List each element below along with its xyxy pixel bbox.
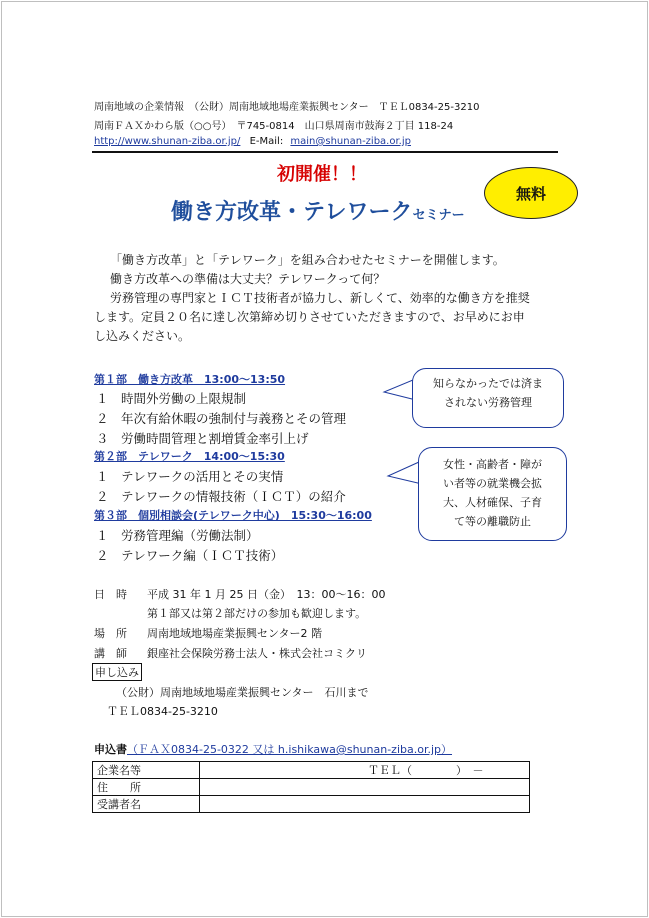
form-title: 申込書 (94, 743, 127, 756)
form-label-company: 企業名等 (93, 762, 200, 779)
bubble-2-line-2: い者等の就業機会拡 (443, 477, 542, 490)
bubble-2-line-1: 女性・高齢者・障が (443, 458, 542, 471)
form-label-attendee: 受講者名 (93, 796, 200, 813)
intro-line-1: 「働き方改革」と「テレワーク」を組み合わせたセミナーを開催します。 (110, 253, 505, 267)
email-label: E-Mail: (249, 136, 284, 147)
first-time-label: 初開催！！ (277, 164, 367, 185)
form-row-attendee (93, 796, 530, 813)
form-row-address (93, 779, 530, 796)
section-3-heading: 第３部 個別相談会(テレワーク中心) 15:30～16:00 (94, 509, 372, 522)
lecturer-value: 銀座社会保険労務士法人・株式会社コミクリ (147, 647, 367, 660)
section-2-heading: 第２部 テレワーク 14:00～15:30 (94, 450, 285, 463)
apply-contact: （公財）周南地域地場産業振興センター 石川まで (116, 686, 369, 699)
free-badge: 無料 (484, 167, 578, 219)
date-label: 日 時 (94, 588, 127, 601)
form-contact-link[interactable]: （ＦＡＸ0834-25-0322 又は h.ishikawa@shunan-ziba.or.jp） (127, 743, 453, 756)
website-link[interactable]: http://www.shunan-ziba.or.jp/ (94, 136, 241, 147)
section-3-item-1: １ 労務管理編（労働法制） (96, 528, 259, 543)
section-3-item-2: ２ テレワーク編（ＩＣＴ技術） (96, 548, 284, 563)
section-1-item-2: ２ 年次有給休暇の強制付与義務とその管理 (96, 411, 347, 426)
header-line-2: 周南ＦＡＸかわら版（○○号） 〒745-0814 山口県周南市鼓海２丁目 118-24 (94, 121, 454, 132)
form-row-company (93, 762, 530, 779)
speech-bubble-telework (418, 447, 567, 541)
seminar-title (171, 195, 465, 226)
speech-bubble-labor (412, 368, 564, 428)
section-2-item-2: ２ テレワークの情報技術（ＩＣＴ）の紹介 (96, 489, 346, 504)
lecturer-label: 講 師 (94, 647, 127, 660)
bubble-2-line-3: 大、人材確保、子育 (443, 496, 542, 509)
section-1-heading: 第１部 働き方改革 13:00～13:50 (94, 373, 286, 386)
date-value: 平成 31 年 1 月 25 日（金） 13：00～16：00 (147, 588, 386, 601)
intro-line-2: 働き方改革への準備は大丈夫？テレワークって何？ (110, 272, 386, 286)
apply-phone: ＴＥＬ0834-25-3210 (107, 705, 218, 718)
date-note: 第１部又は第２部だけの参加も歓迎します。 (147, 607, 367, 620)
section-2-item-1: １ テレワークの活用とその実情 (96, 469, 284, 484)
section-1-item-3: ３ 労働時間管理と割増賃金率引上げ (96, 431, 309, 446)
intro-line-4: します。定員２０名に達し次第締め切りさせていただきますので、お早めにお申 (94, 310, 525, 324)
header-line-1: 周南地域の企業情報 （公財）周南地域地場産業振興センター ＴＥＬ0834-25-3210 (94, 102, 480, 113)
bubble-1-line-2: されない労務管理 (444, 396, 532, 409)
bubble-1-line-1: 知らなかったでは済ま (433, 377, 543, 390)
section-1-item-1: １ 時間外労働の上限規制 (96, 391, 247, 406)
bubble-2-line-4: て等の離職防止 (454, 515, 531, 528)
form-header (94, 741, 452, 757)
seminar-title-suffix: セミナー (412, 208, 465, 223)
form-field-address[interactable] (200, 779, 530, 796)
email-link[interactable]: main@shunan-ziba.or.jp (290, 136, 411, 147)
place-value: 周南地域地場産業振興センター2 階 (147, 627, 323, 640)
place-label: 場 所 (94, 627, 127, 640)
header-line-3 (94, 136, 411, 147)
form-label-address: 住 所 (93, 779, 200, 796)
application-form-table (92, 761, 530, 813)
apply-label: 申し込み (92, 663, 142, 681)
seminar-title-main: 働き方改革・テレワーク (171, 199, 413, 225)
header-divider (92, 151, 558, 153)
intro-line-3: 労務管理の専門家とＩＣＴ技術者が協力し、新しくて、効率的な働き方を推奨 (110, 291, 530, 305)
intro-line-5: し込みください。 (94, 329, 191, 343)
form-field-attendee[interactable] (200, 796, 530, 813)
form-field-company-tel[interactable]: ＴＥＬ（ ） － (200, 762, 530, 779)
